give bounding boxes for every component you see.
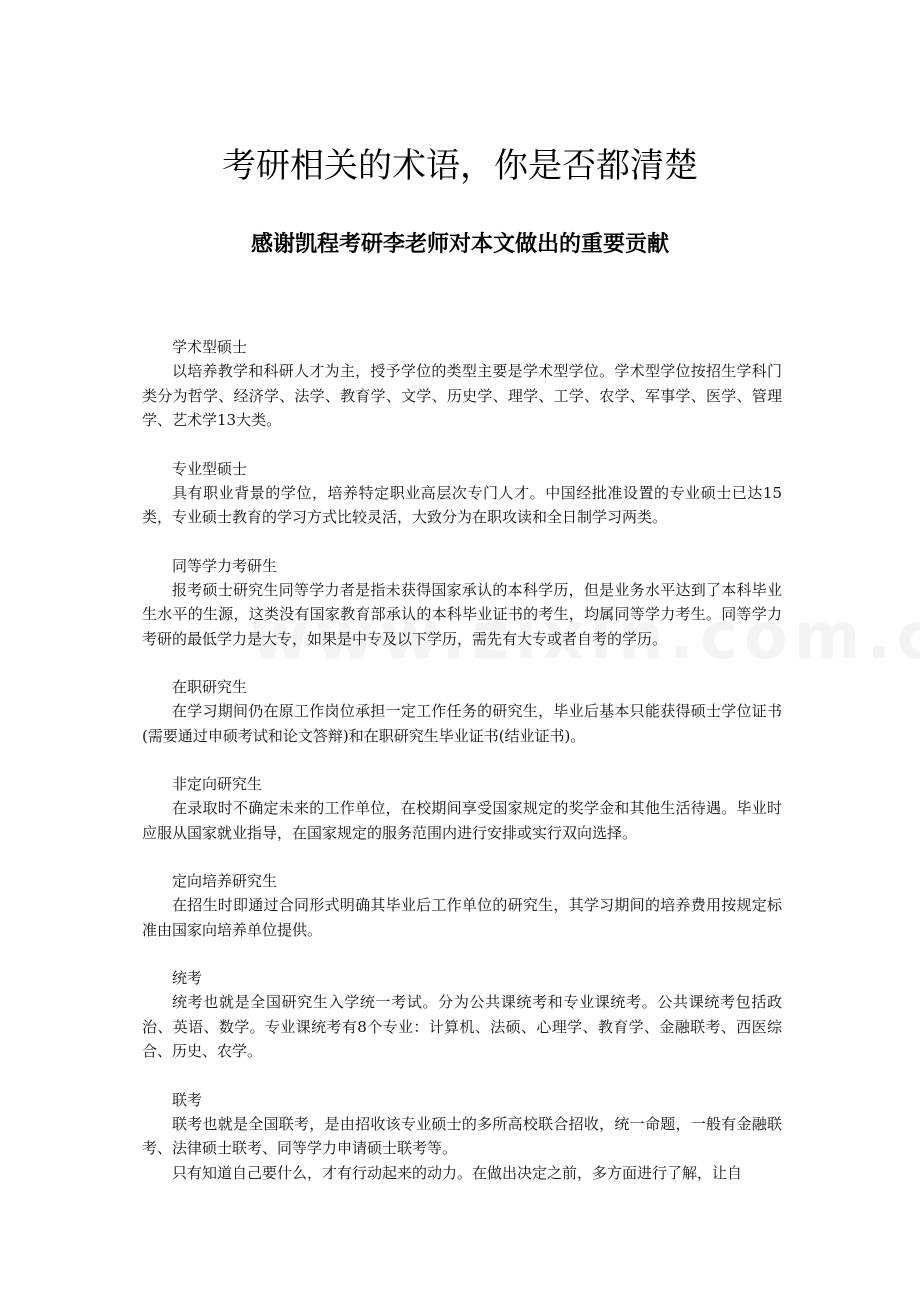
section-term: 同等学力考研生: [172, 556, 278, 575]
section-joint-exam: [142, 1088, 782, 1186]
document-body: [142, 335, 782, 1209]
section-paragraph: 以培养教学和科研人才为主，授予学位的类型主要是学术型学位。学术型学位按招生学科门类分为哲学、经济学、法学、教育学、文学、历史学、理学、工学、农学、军事学、医学、管理学、艺术学13大类。: [142, 362, 782, 429]
section-term: 非定向研究生: [172, 775, 263, 793]
section-equivalent-qualification: [142, 554, 782, 652]
section-term: 联考: [172, 1090, 203, 1109]
section-directed-graduate: [142, 869, 782, 942]
section-paragraph: 报考硕士研究生同等学力者是指未获得国家承认的本科学历，但是业务水平达到了本科毕业生水平的生源，这类没有国家教育部承认的本科毕业证书的考生，均属同等学力考生。同等学力考研的最低学力是大专，如果是中专及以下学历，需先有大专或者自考的学历。: [142, 580, 782, 648]
section-term: 定向培养研究生: [172, 872, 278, 890]
section-paragraph: 在招生时即通过合同形式明确其毕业后工作单位的研究生，其学习期间的培养费用按规定标准由国家向培养单位提供。: [142, 896, 782, 939]
section-term: 在职研究生: [172, 678, 248, 696]
section-term: 专业型硕士: [172, 459, 248, 478]
section-non-directed-graduate: [142, 772, 782, 845]
section-paragraph: 只有知道自己要什么，才有行动起来的动力。在做出决定之前，多方面进行了解，让自: [172, 1163, 743, 1182]
section-professional-master: [142, 457, 782, 530]
section-paragraph: 联考也就是全国联考，是由招收该专业硕士的多所高校联合招收，统一命题，一般有金融联考、法律硕士联考、同等学力申请硕士联考等。: [142, 1114, 782, 1157]
document-title: 考研相关的术语，你是否都清楚: [222, 146, 698, 186]
section-paragraph: 具有职业背景的学位，培养特定职业高层次专门人才。中国经批准设置的专业硕士已达15类，专业硕士教育的学习方式比较灵活，大致分为在职攻读和全日制学习两类。: [142, 483, 782, 526]
section-academic-master: [142, 335, 782, 433]
section-paragraph: 统考也就是全国研究生入学统一考试。分为公共课统考和专业课统考。公共课统考包括政治、英语、数学。专业课统考有8个专业：计算机、法硕、心理学、教育学、金融联考、西医综合、历史、农学。: [142, 993, 782, 1060]
section-in-service-graduate: [142, 675, 782, 748]
section-unified-exam: [142, 966, 782, 1064]
section-term: 学术型硕士: [172, 338, 248, 356]
document-subtitle: 感谢凯程考研李老师对本文做出的重要贡献: [250, 232, 669, 257]
section-term: 统考: [172, 969, 203, 987]
section-paragraph: 在录取时不确定未来的工作单位，在校期间享受国家规定的奖学金和其他生活待遇。毕业时应服从国家就业指导，在国家规定的服务范围内进行安排或实行双向选择。: [142, 799, 782, 842]
section-paragraph: 在学习期间仍在原工作岗位承担一定工作任务的研究生，毕业后基本只能获得硕士学位证书(需要通过申硕考试和论文答辩)和在职研究生毕业证书(结业证书)。: [142, 702, 782, 745]
